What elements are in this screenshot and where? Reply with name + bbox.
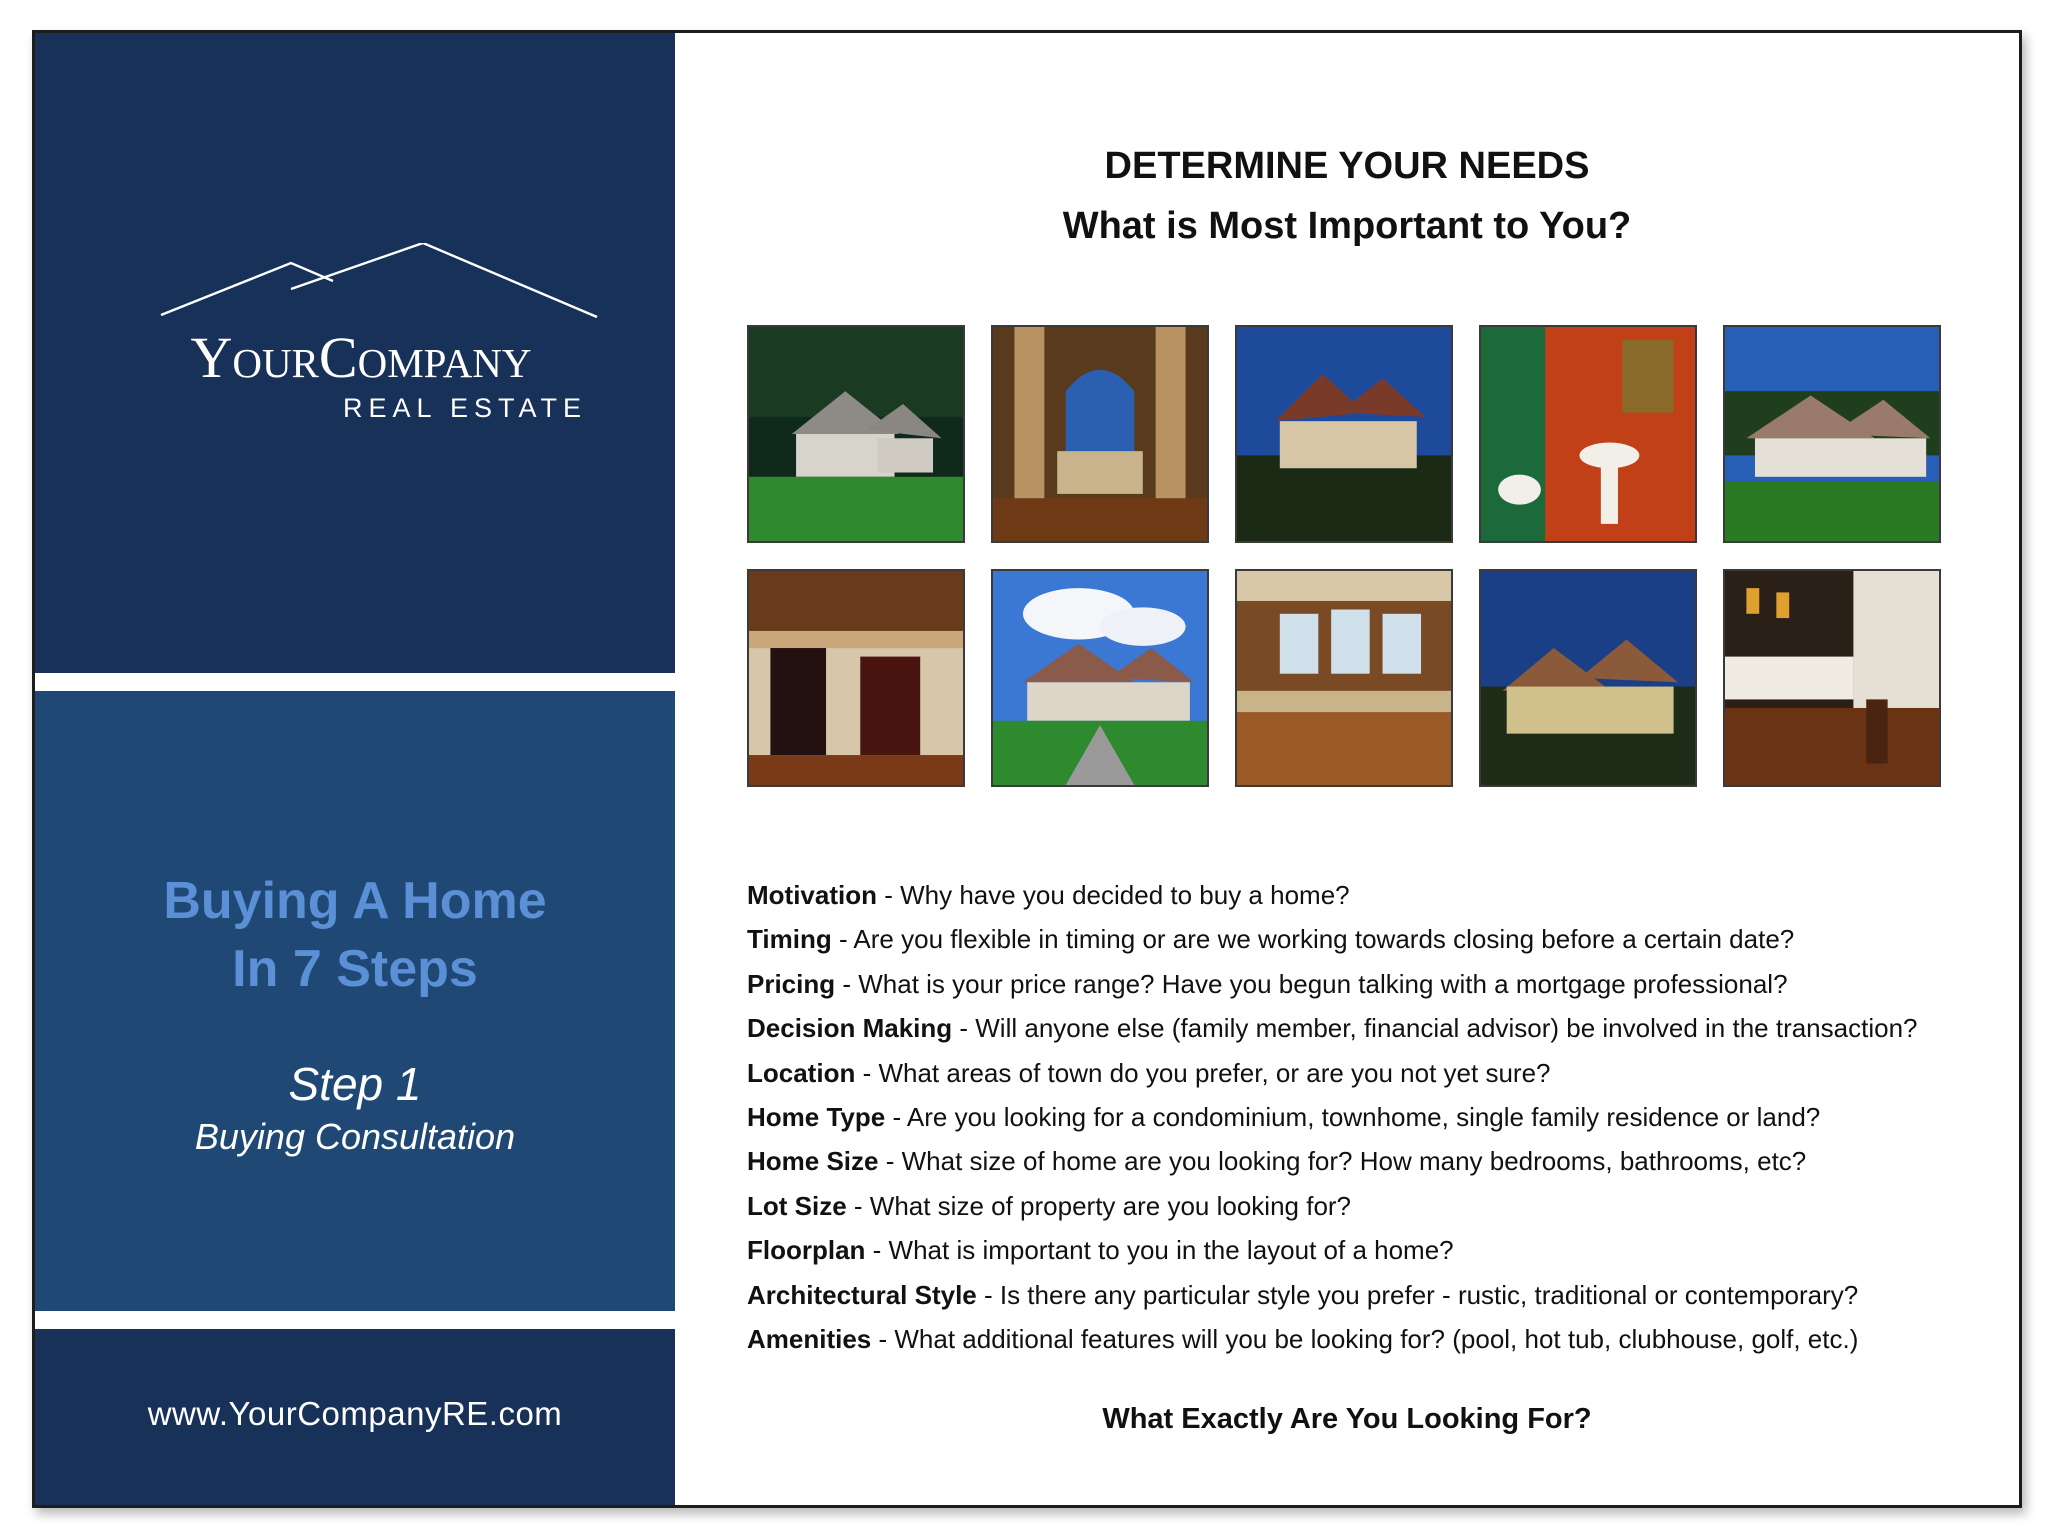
closing-question: What Exactly Are You Looking For? — [1102, 1403, 1592, 1435]
need-description: - Are you flexible in timing or are we working towards closing before a certain date? — [831, 924, 1795, 955]
need-item — [747, 1139, 1987, 1183]
house-exterior-photo — [747, 325, 965, 543]
company-subtitle: REAL ESTATE — [342, 393, 587, 423]
need-item — [747, 1184, 1987, 1228]
need-description: - What is your price range? Have you begun talking with a mortgage professional? — [835, 968, 1788, 999]
need-term: Motivation — [747, 880, 877, 910]
need-item — [747, 1317, 1987, 1361]
need-term: Pricing — [747, 968, 836, 999]
series-panel — [35, 691, 675, 1311]
company-logo — [121, 243, 601, 443]
need-item — [747, 1273, 1987, 1317]
need-description: - Is there any particular style you prefer - rustic, traditional or contemporary? — [976, 1279, 1859, 1310]
series-title-line1: Buying A Home — [163, 872, 547, 930]
need-term: Timing — [747, 924, 832, 955]
series-title-line2: In 7 Steps — [232, 940, 478, 998]
need-term: Decision Making — [747, 1013, 953, 1044]
need-description: - What additional features will you be looking for? (pool, hot tub, clubhouse, golf, etc.) — [871, 1324, 1859, 1355]
need-description: - What areas of town do you prefer, or are you not yet sure? — [855, 1057, 1551, 1088]
dining-room-photo — [1723, 569, 1941, 787]
need-item — [747, 1051, 1987, 1095]
photo-grid — [747, 325, 1941, 787]
need-term: Home Type — [747, 1102, 886, 1133]
house-exterior-photo — [1479, 569, 1697, 787]
need-description: - Are you looking for a condominium, townhome, single family residence or land? — [885, 1102, 1821, 1133]
need-item — [747, 1006, 1987, 1050]
bathroom-photo — [1479, 325, 1697, 543]
website-url: www.YourCompanyRE.com — [147, 1395, 563, 1432]
kitchen-photo — [1235, 569, 1453, 787]
need-item — [747, 1095, 1987, 1139]
need-term: Home Size — [747, 1146, 879, 1177]
needs-list — [747, 873, 1987, 1361]
left-column — [35, 33, 675, 1505]
flyer-page — [32, 30, 2022, 1508]
need-term: Lot Size — [747, 1190, 847, 1221]
step-name: Buying Consultation — [194, 1116, 516, 1157]
need-item — [747, 1228, 1987, 1272]
need-term: Location — [747, 1057, 856, 1088]
need-item — [747, 873, 1987, 917]
main-content — [675, 33, 2019, 1505]
brand-panel — [35, 33, 675, 673]
need-description: - Why have you decided to buy a home? — [877, 880, 1350, 910]
dining-room-photo — [991, 325, 1209, 543]
page-subtitle: What is Most Important to You? — [1062, 205, 1632, 247]
need-term: Floorplan — [747, 1235, 866, 1266]
step-label: Step 1 — [288, 1058, 422, 1110]
house-exterior-photo — [991, 569, 1209, 787]
need-term: Amenities — [747, 1324, 872, 1355]
page-title: DETERMINE YOUR NEEDS — [1104, 145, 1590, 187]
company-name: YourCompany — [190, 325, 532, 390]
need-item — [747, 917, 1987, 961]
series-title — [35, 867, 675, 1003]
roof-icon — [121, 243, 601, 333]
need-term: Architectural Style — [747, 1279, 977, 1310]
house-exterior-photo — [1723, 325, 1941, 543]
website-panel — [35, 1329, 675, 1508]
need-description: - What size of property are you looking for? — [846, 1190, 1352, 1221]
house-exterior-photo — [1235, 325, 1453, 543]
need-description: - What size of home are you looking for? How many bedrooms, bathrooms, etc? — [878, 1146, 1807, 1177]
kitchen-bar-photo — [747, 569, 965, 787]
need-description: - Will anyone else (family member, financial advisor) be involved in the transaction? — [952, 1013, 1918, 1044]
need-description: - What is important to you in the layout of a home? — [865, 1235, 1454, 1266]
need-item — [747, 962, 1987, 1006]
